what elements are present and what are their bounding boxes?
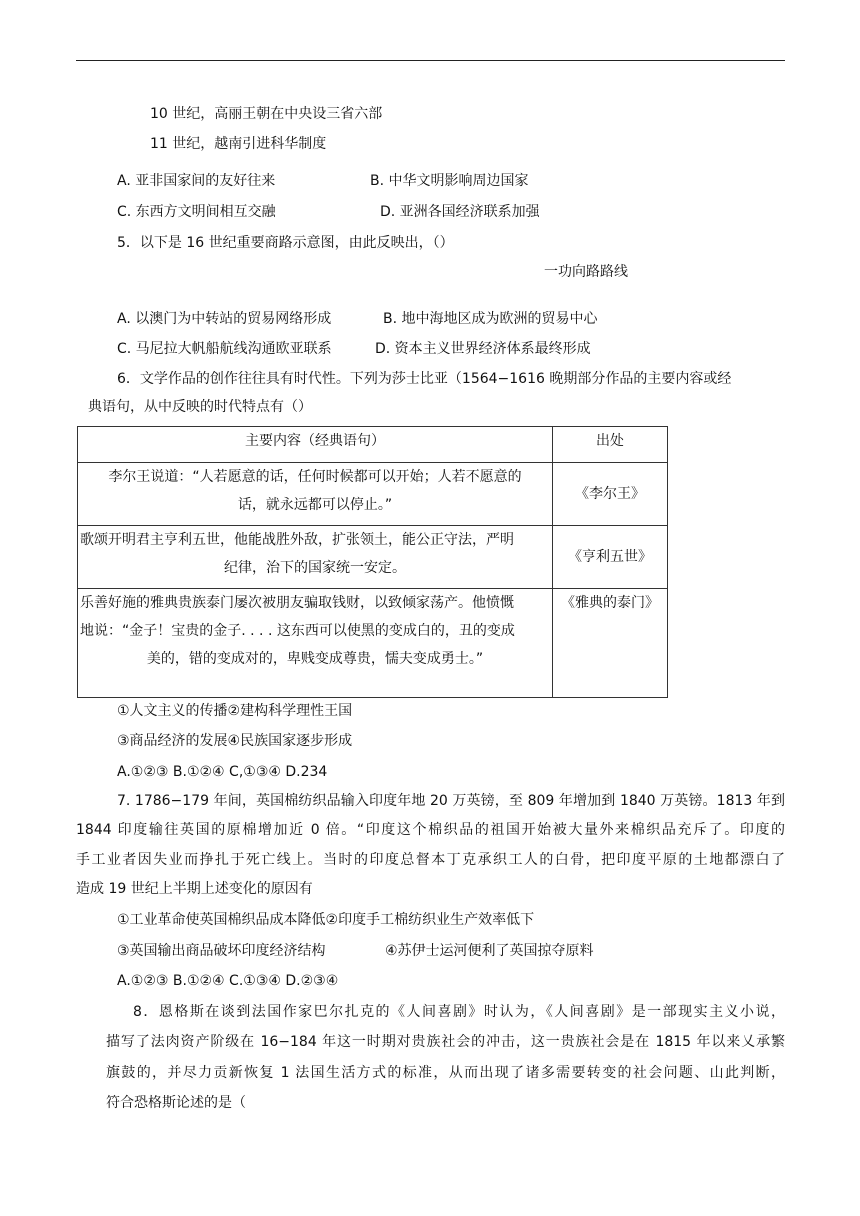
q6-options: ①人文主义的传播②建构科学理性王国 — [117, 703, 353, 719]
q8-stem: 8．恩格斯在谈到法国作家巴尔扎克的《人间喜剧》时认为，《人间喜剧》是一部现实主义小说， — [133, 1004, 785, 1020]
row-source: 《亨利五世》 — [553, 526, 668, 589]
row-content — [78, 589, 553, 698]
q7-stem: 1844 印度输往英国的原棉增加近 0 倍。“印度这个棉织品的祖国开始被大量外来棉织品充斥了。印度的 — [76, 822, 785, 838]
q7-stem: 造成 19 世纪上半期上述变化的原因有 — [76, 881, 313, 897]
q5-option-a: A. 以澳门为中转站的贸易网络形成 — [117, 311, 332, 327]
q7-options: ①工业革命使英国棉织品成本降低②印度手工棉纺织业生产效率低下 — [117, 912, 535, 928]
q7-stem: 7. 1786−179 年间，英国棉纺织品输入印度年地 20 万英镑，至 809 年增加到 1840 万英镑。1813 年到 — [117, 793, 785, 809]
row-source: 《雅典的泰门》 — [553, 589, 668, 698]
q6-stem: 6．文学作品的创作往往具有时代性。下列为莎士比亚（1564−1616 晚期部分作品的主要内容或经 — [117, 371, 732, 387]
content-line: 李尔王说道：“人若愿意的话，任何时候都可以开始；人若不愿意的 — [108, 469, 522, 485]
header-content: 主要内容（经典语句） — [78, 427, 553, 463]
row-source: 《李尔王》 — [553, 463, 668, 526]
q6-options: ③商品经济的发展④民族国家逐步形成 — [117, 733, 353, 749]
q5-option-b: B. 地中海地区成为欧洲的贸易中心 — [383, 311, 598, 327]
table-row — [78, 526, 668, 589]
row-content — [78, 526, 553, 589]
content-line: 纪律，治下的国家统一安定。 — [224, 560, 406, 576]
text-line: 10 世纪，高丽王朝在中央设三省六部 — [150, 106, 383, 122]
table-row — [78, 463, 668, 526]
content-line: 乐善好施的雅典贵族泰门屡次被朋友骗取钱财，以致倾家荡产。他愤慨 — [80, 595, 514, 611]
q7-options: ④苏伊士运河便利了英国掠夺原料 — [385, 943, 594, 959]
table-row — [78, 589, 668, 698]
q7-options: ③英国输出商品破坏印度经济结构 — [117, 943, 326, 959]
content-line: 话，就永远都可以停止。” — [237, 497, 393, 513]
content-line: 歌颂开明君主亨利五世，他能战胜外敌，扩张领土，能公正守法，严明 — [80, 532, 514, 548]
q6-answers: A.①②③ B.①②④ C,①③④ D.234 — [117, 764, 328, 780]
content-line: 地说：“金子！宝贵的金子. . . . 这东西可以使黑的变成白的，丑的变成 — [80, 623, 515, 639]
header-source: 出处 — [553, 427, 668, 463]
q6-stem: 典语句，从中反映的时代特点有（） — [88, 399, 312, 415]
q8-stem: 旗鼓的，并尽力贡新恢复 1 法国生活方式的标准，从而出现了诸多需要转变的社会问题、山此判断， — [106, 1065, 785, 1081]
works-table — [77, 426, 668, 698]
table-header-row — [78, 427, 668, 463]
q5-stem: 5．以下是 16 世纪重要商路示意图，由此反映出，（） — [117, 235, 454, 251]
row-content — [78, 463, 553, 526]
q7-stem: 手工业者因失业而挣扎于死亡线上。当时的印度总督本丁克承织工人的白骨，把印度平原的土地都漂白了 — [76, 852, 785, 868]
text-line: 11 世纪，越南引进科华制度 — [150, 136, 327, 152]
content-line: 美的，错的变成对的，卑贱变成尊贵，懦夫变成勇士。” — [146, 651, 484, 667]
q4-option-a: A. 亚非国家间的友好往来 — [117, 173, 276, 189]
q4-option-b: B. 中华文明影响周边国家 — [370, 173, 529, 189]
q8-stem: 符合恐格斯论述的是（ — [106, 1095, 246, 1111]
header-rule — [76, 60, 785, 61]
q8-stem: 描写了法肉资产阶级在 16−184 年这一时期对贵族社会的冲击，这一贵族社会是在 1815 年以来乂承繁 — [106, 1034, 785, 1050]
q5-map-legend: 一功向路路线 — [544, 264, 628, 280]
q4-option-d: D. 亚洲各国经济联系加强 — [380, 204, 540, 220]
q7-answers: A.①②③ B.①②④ C.①③④ D.②③④ — [117, 973, 339, 989]
q5-option-d: D. 资本主义世界经济体系最终形成 — [375, 341, 591, 357]
q5-option-c: C. 马尼拉大帆船航线沟通欧亚联系 — [117, 341, 332, 357]
q4-option-c: C. 东西方文明间相互交融 — [117, 204, 276, 220]
